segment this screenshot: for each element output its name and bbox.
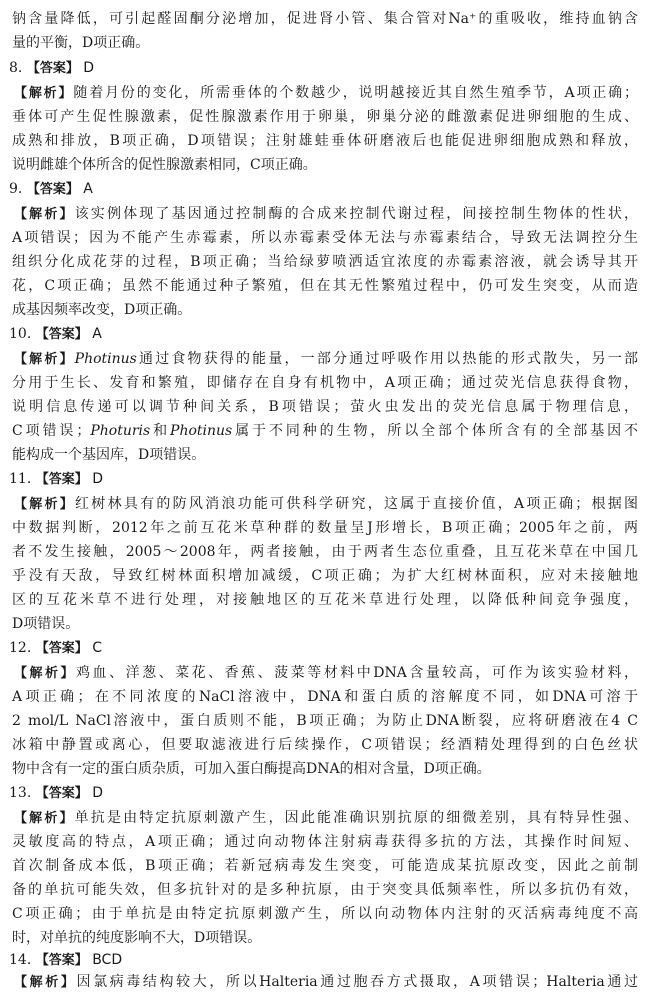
answer-value: D (92, 471, 103, 487)
answer-value: A (83, 181, 93, 197)
answer-label: 【答案】 (35, 641, 88, 656)
text-line: 成熟和排放，B项正确，D项错误；注射雄蛙垂体研磨液后也能促进卵细胞成熟和释放， (12, 133, 638, 149)
answer-label: 【答案】 (26, 182, 79, 197)
analysis-label: 【解析】 (14, 975, 77, 990)
question-number: 11. (9, 471, 32, 487)
text-line: 时，对单抗的纯度影响不大，D项错误。 (12, 930, 262, 946)
text-line: 组织分化成花芽的过程，B项正确；当给绿萝喷洒适宜浓度的赤霉素溶液，就会诱导其开 (12, 254, 638, 270)
text-span: 鸡血、洋葱、菜花、香蕉、菠菜等材料中DNA含量较高，可作为该实验材料， (76, 665, 638, 681)
answer-label: 【答案】 (35, 472, 88, 487)
analysis-line (14, 807, 638, 829)
text-span: 随着月份的变化，所需垂体的个数越少，说明越接近其自然生殖季节，A项正确； (73, 85, 638, 101)
answer-value: C (92, 640, 102, 656)
text-span: 和 (150, 423, 171, 439)
text-line: 灵敏度高的特点，A项正确；通过向动物体注射病毒获得多抗的方法，其操作时间短、 (12, 834, 638, 850)
species-name: Photinus (74, 351, 137, 367)
text-line: 花，C项正确；虽然不能通过种子繁殖，但在其无性繁殖过程中，仍可发生突变，从而造 (12, 278, 638, 294)
text-span: 属于不同种的生物，所以全部个体所含有的全部基因不 (232, 423, 639, 439)
text-span: 通过食物获得的能量，一部分通过呼吸作用以热能的形式散失，另一部 (136, 351, 638, 367)
text-line: 说明信息传递可以调节种间关系，B项错误；萤火虫发出的荧光信息属于物理信息， (12, 399, 638, 415)
text-line: 2 mol/L NaCl溶液中，蛋白质则不能，B项正确；为防止DNA断裂，应将研磨液在4 C (12, 713, 638, 729)
text-line: D项错误。 (12, 616, 80, 632)
text-line: 钠含量降低，可引起醛固酮分泌增加，促进肾小管、集合管对Na⁺的重吸收，维持血钠含 (12, 11, 638, 27)
analysis-label: 【解析】 (14, 352, 75, 367)
answer-row-12 (9, 637, 635, 659)
analysis-line (14, 662, 638, 684)
analysis-label: 【解析】 (14, 207, 75, 222)
text-line: 备的单抗可能失效，但多抗针对的是多种抗原，由于突变具低频率性，所以多抗仍有效， (12, 882, 638, 898)
answer-label: 【答案】 (35, 327, 88, 342)
answer-row-11 (9, 468, 635, 490)
text-line: 能构成一个基因库，D项错误。 (12, 447, 206, 463)
question-number: 12. (9, 640, 32, 656)
species-name: Photinus (170, 423, 233, 439)
question-number: 9. (9, 181, 23, 197)
answer-row-14 (9, 949, 635, 971)
species-name: Photuris (90, 423, 151, 439)
text-span: C项错误； (12, 423, 91, 439)
question-number: 14. (9, 952, 32, 968)
text-line: 冰箱中静置或离心，但要取滤液进行后续操作，C项错误；经酒精处理得到的白色丝状 (12, 737, 638, 753)
analysis-label: 【解析】 (14, 811, 75, 826)
analysis-line (14, 82, 638, 104)
analysis-label: 【解析】 (14, 497, 76, 512)
question-number: 13. (9, 785, 32, 801)
text-line: 说明雌雄个体所含的促性腺激素相同，C项正确。 (12, 157, 317, 173)
text-line: 成基因频率改变，D项正确。 (12, 302, 192, 318)
answer-row-10 (9, 323, 635, 345)
answer-value: D (92, 785, 103, 801)
text-line: 物中含有一定的蛋白质杂质，可加入蛋白酶提高DNA的相对含量，D项正确。 (12, 761, 491, 777)
text-span: 该实例体现了基因通过控制酶的合成来控制代谢过程，间接控制生物体的性状， (74, 206, 638, 222)
analysis-label: 【解析】 (14, 666, 77, 681)
answer-value: D (83, 60, 95, 76)
answer-value: A (92, 326, 102, 342)
analysis-label: 【解析】 (14, 86, 74, 101)
text-line: A项错误；因为不能产生赤霉素，所以赤霉素受体无法与赤霉素结合，导致无法调控分生 (12, 230, 638, 246)
text-line: 区的互花米草不进行处理，对接触地区的互花米草进行处理，以降低种间竞争强度， (12, 592, 638, 608)
answer-row-9 (9, 178, 635, 200)
text-span: 单抗是由特定抗原刺激产生，因此能准确识别抗原的细微差别，具有特异性强、 (74, 810, 638, 826)
text-line: C项正确；由于单抗是由特定抗原刺激产生，所以向动物体内注射的灭活病毒纯度不高 (12, 906, 638, 922)
answer-label: 【答案】 (35, 786, 88, 801)
text-span: 因氯病毒结构较大，所以Halteria通过胞吞方式摄取，A项错误；Halteria通过 (76, 974, 638, 990)
text-line: 垂体可产生促性腺激素，促性腺激素作用于卵巢，卵巢分泌的雌激素促进卵细胞的生成、 (12, 109, 638, 125)
text-line: 首次制备成本低，B项正确；若新冠病毒发生突变，可能造成某抗原改变，因此之前制 (12, 858, 638, 874)
answer-value: BCD (92, 952, 123, 968)
text-line: 分用于生长、发育和繁殖，即储存在自身有机物中，A项正确；通过荧光信息获得食物， (12, 375, 638, 391)
text-line: A项正确；在不同浓度的NaCl溶液中，DNA和蛋白质的溶解度不同，如DNA可溶于 (12, 689, 638, 705)
answer-row-8 (9, 57, 635, 79)
analysis-line (14, 971, 638, 990)
analysis-line (14, 203, 638, 225)
text-line (12, 420, 638, 442)
text-line: 量的平衡，D项正确。 (12, 35, 150, 51)
question-number: 10. (9, 326, 32, 342)
answer-row-13 (9, 782, 635, 804)
text-line: 者不发生接触，2005～2008年，两者接触，由于两者生态位重叠，且互花米草在中国几 (12, 544, 638, 560)
question-number: 8. (9, 60, 23, 76)
analysis-line (14, 348, 638, 370)
answer-label: 【答案】 (26, 61, 79, 76)
answer-label: 【答案】 (35, 953, 88, 968)
text-line: 中数据判断，2012年之前互花米草种群的数量呈J形增长，B项正确；2005年之前，两 (12, 520, 638, 536)
text-span: 红树林具有的防风消浪功能可供科学研究，这属于直接价值，A项正确；根据图 (75, 496, 638, 512)
text-line: 乎没有天敌，导致红树林面积增加减缓，C项正确；为扩大红树林面积，应对未接触地 (12, 568, 638, 584)
analysis-line (14, 493, 638, 515)
